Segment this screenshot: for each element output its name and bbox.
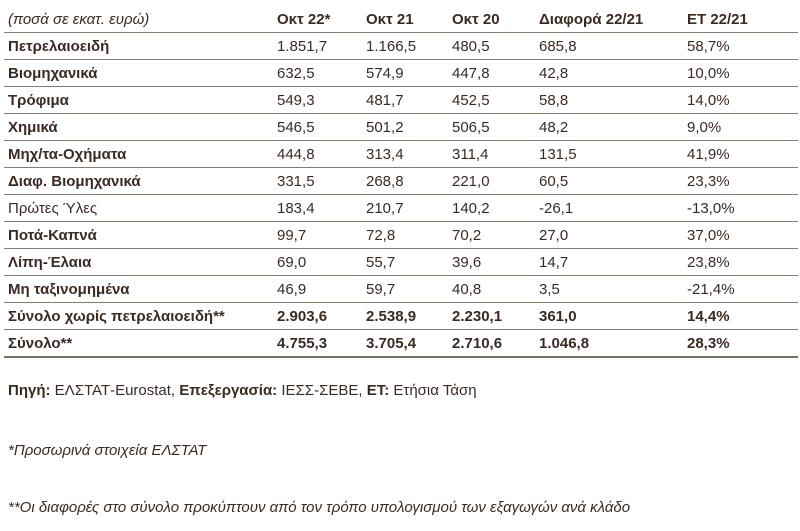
footnote-provisional: *Προσωρινά στοιχεία ΕΛΣΤΑΤ <box>8 442 207 459</box>
cell-oct21: 55,7 <box>362 249 448 276</box>
cell-oct20: 221,0 <box>448 168 535 195</box>
cell-annual-trend: 23,3% <box>683 168 798 195</box>
cell-difference: 58,8 <box>535 87 683 114</box>
table-header-row <box>4 6 798 33</box>
cell-oct20: 70,2 <box>448 222 535 249</box>
cell-difference: 60,5 <box>535 168 683 195</box>
cell-oct21: 2.538,9 <box>362 303 448 330</box>
row-label: Βιομηχανικά <box>4 60 273 87</box>
cell-oct21: 481,7 <box>362 87 448 114</box>
cell-difference: 27,0 <box>535 222 683 249</box>
table-row-unclassified <box>4 276 798 303</box>
cell-oct20: 452,5 <box>448 87 535 114</box>
cell-oct21: 59,7 <box>362 276 448 303</box>
source-label: Πηγή: <box>8 382 51 399</box>
cell-oct22: 549,3 <box>273 87 362 114</box>
cell-difference: 685,8 <box>535 33 683 60</box>
cell-oct22: 69,0 <box>273 249 362 276</box>
row-label: Μη ταξινομημένα <box>4 276 273 303</box>
cell-annual-trend: 10,0% <box>683 60 798 87</box>
row-label: Λίπη-Έλαια <box>4 249 273 276</box>
cell-oct22: 4.755,3 <box>273 330 362 358</box>
cell-oct22: 1.851,7 <box>273 33 362 60</box>
cell-oct20: 506,5 <box>448 114 535 141</box>
cell-annual-trend: 58,7% <box>683 33 798 60</box>
header-units: (ποσά σε εκατ. ευρώ) <box>4 6 273 33</box>
et-value: Ετήσια Τάση <box>393 382 477 399</box>
cell-annual-trend: -21,4% <box>683 276 798 303</box>
cell-difference: 361,0 <box>535 303 683 330</box>
footnote-totals: **Οι διαφορές στο σύνολο προκύπτουν από τον τρόπο υπολογισμού των εξαγωγών ανά κλάδο <box>8 499 631 516</box>
cell-oct22: 99,7 <box>273 222 362 249</box>
cell-oct22: 2.903,6 <box>273 303 362 330</box>
processing-value: ΙΕΣΣ-ΣΕΒΕ, <box>281 382 363 399</box>
row-label: Διαφ. Βιομηχανικά <box>4 168 273 195</box>
cell-annual-trend: 14,4% <box>683 303 798 330</box>
header-oct20: Οκτ 20 <box>448 6 535 33</box>
header-annual-trend: ΕΤ 22/21 <box>683 6 798 33</box>
cell-difference: 42,8 <box>535 60 683 87</box>
cell-difference: -26,1 <box>535 195 683 222</box>
cell-oct21: 3.705,4 <box>362 330 448 358</box>
cell-oct22: 331,5 <box>273 168 362 195</box>
processing-label: Επεξεργασία: <box>179 382 278 399</box>
cell-oct20: 2.230,1 <box>448 303 535 330</box>
cell-annual-trend: 14,0% <box>683 87 798 114</box>
row-label: Ποτά-Καπνά <box>4 222 273 249</box>
table-row-food <box>4 87 798 114</box>
row-label: Σύνολο χωρίς πετρελαιοειδή** <box>4 303 273 330</box>
cell-oct21: 313,4 <box>362 141 448 168</box>
cell-oct22: 183,4 <box>273 195 362 222</box>
row-label: Τρόφιμα <box>4 87 273 114</box>
header-oct22: Οκτ 22* <box>273 6 362 33</box>
cell-annual-trend: 9,0% <box>683 114 798 141</box>
cell-oct20: 39,6 <box>448 249 535 276</box>
table-row-total-excl-petroleum <box>4 303 798 330</box>
cell-oct22: 444,8 <box>273 141 362 168</box>
cell-oct21: 210,7 <box>362 195 448 222</box>
table-row-machinery-vehicles <box>4 141 798 168</box>
row-label: Πρώτες Ύλες <box>4 195 273 222</box>
cell-oct22: 546,5 <box>273 114 362 141</box>
cell-oct20: 40,8 <box>448 276 535 303</box>
cell-annual-trend: -13,0% <box>683 195 798 222</box>
table-row-industrial <box>4 60 798 87</box>
cell-annual-trend: 23,8% <box>683 249 798 276</box>
cell-difference: 131,5 <box>535 141 683 168</box>
cell-oct20: 447,8 <box>448 60 535 87</box>
row-label: Πετρελαιοειδή <box>4 33 273 60</box>
cell-oct21: 268,8 <box>362 168 448 195</box>
table-row-raw-materials <box>4 195 798 222</box>
row-label: Σύνολο** <box>4 330 273 358</box>
et-label: ΕΤ: <box>366 382 390 399</box>
cell-oct20: 140,2 <box>448 195 535 222</box>
row-label: Μηχ/τα-Οχήματα <box>4 141 273 168</box>
cell-oct22: 632,5 <box>273 60 362 87</box>
exports-table <box>4 6 798 358</box>
cell-difference: 1.046,8 <box>535 330 683 358</box>
table-row-fats-oils <box>4 249 798 276</box>
header-difference: Διαφορά 22/21 <box>535 6 683 33</box>
table-row-petroleum <box>4 33 798 60</box>
cell-difference: 48,2 <box>535 114 683 141</box>
row-label: Χημικά <box>4 114 273 141</box>
table-row-total <box>4 330 798 358</box>
cell-oct21: 574,9 <box>362 60 448 87</box>
cell-oct20: 2.710,6 <box>448 330 535 358</box>
table-row-beverages-tobacco <box>4 222 798 249</box>
table-row-chemicals <box>4 114 798 141</box>
cell-oct20: 311,4 <box>448 141 535 168</box>
table-row-misc-industrial <box>4 168 798 195</box>
cell-difference: 14,7 <box>535 249 683 276</box>
cell-oct21: 1.166,5 <box>362 33 448 60</box>
cell-difference: 3,5 <box>535 276 683 303</box>
cell-oct22: 46,9 <box>273 276 362 303</box>
source-value: ΕΛΣΤΑΤ-Eurostat, <box>54 382 176 399</box>
cell-annual-trend: 37,0% <box>683 222 798 249</box>
cell-oct21: 501,2 <box>362 114 448 141</box>
cell-annual-trend: 28,3% <box>683 330 798 358</box>
cell-oct20: 480,5 <box>448 33 535 60</box>
cell-oct21: 72,8 <box>362 222 448 249</box>
cell-annual-trend: 41,9% <box>683 141 798 168</box>
source-line <box>8 382 477 399</box>
header-oct21: Οκτ 21 <box>362 6 448 33</box>
